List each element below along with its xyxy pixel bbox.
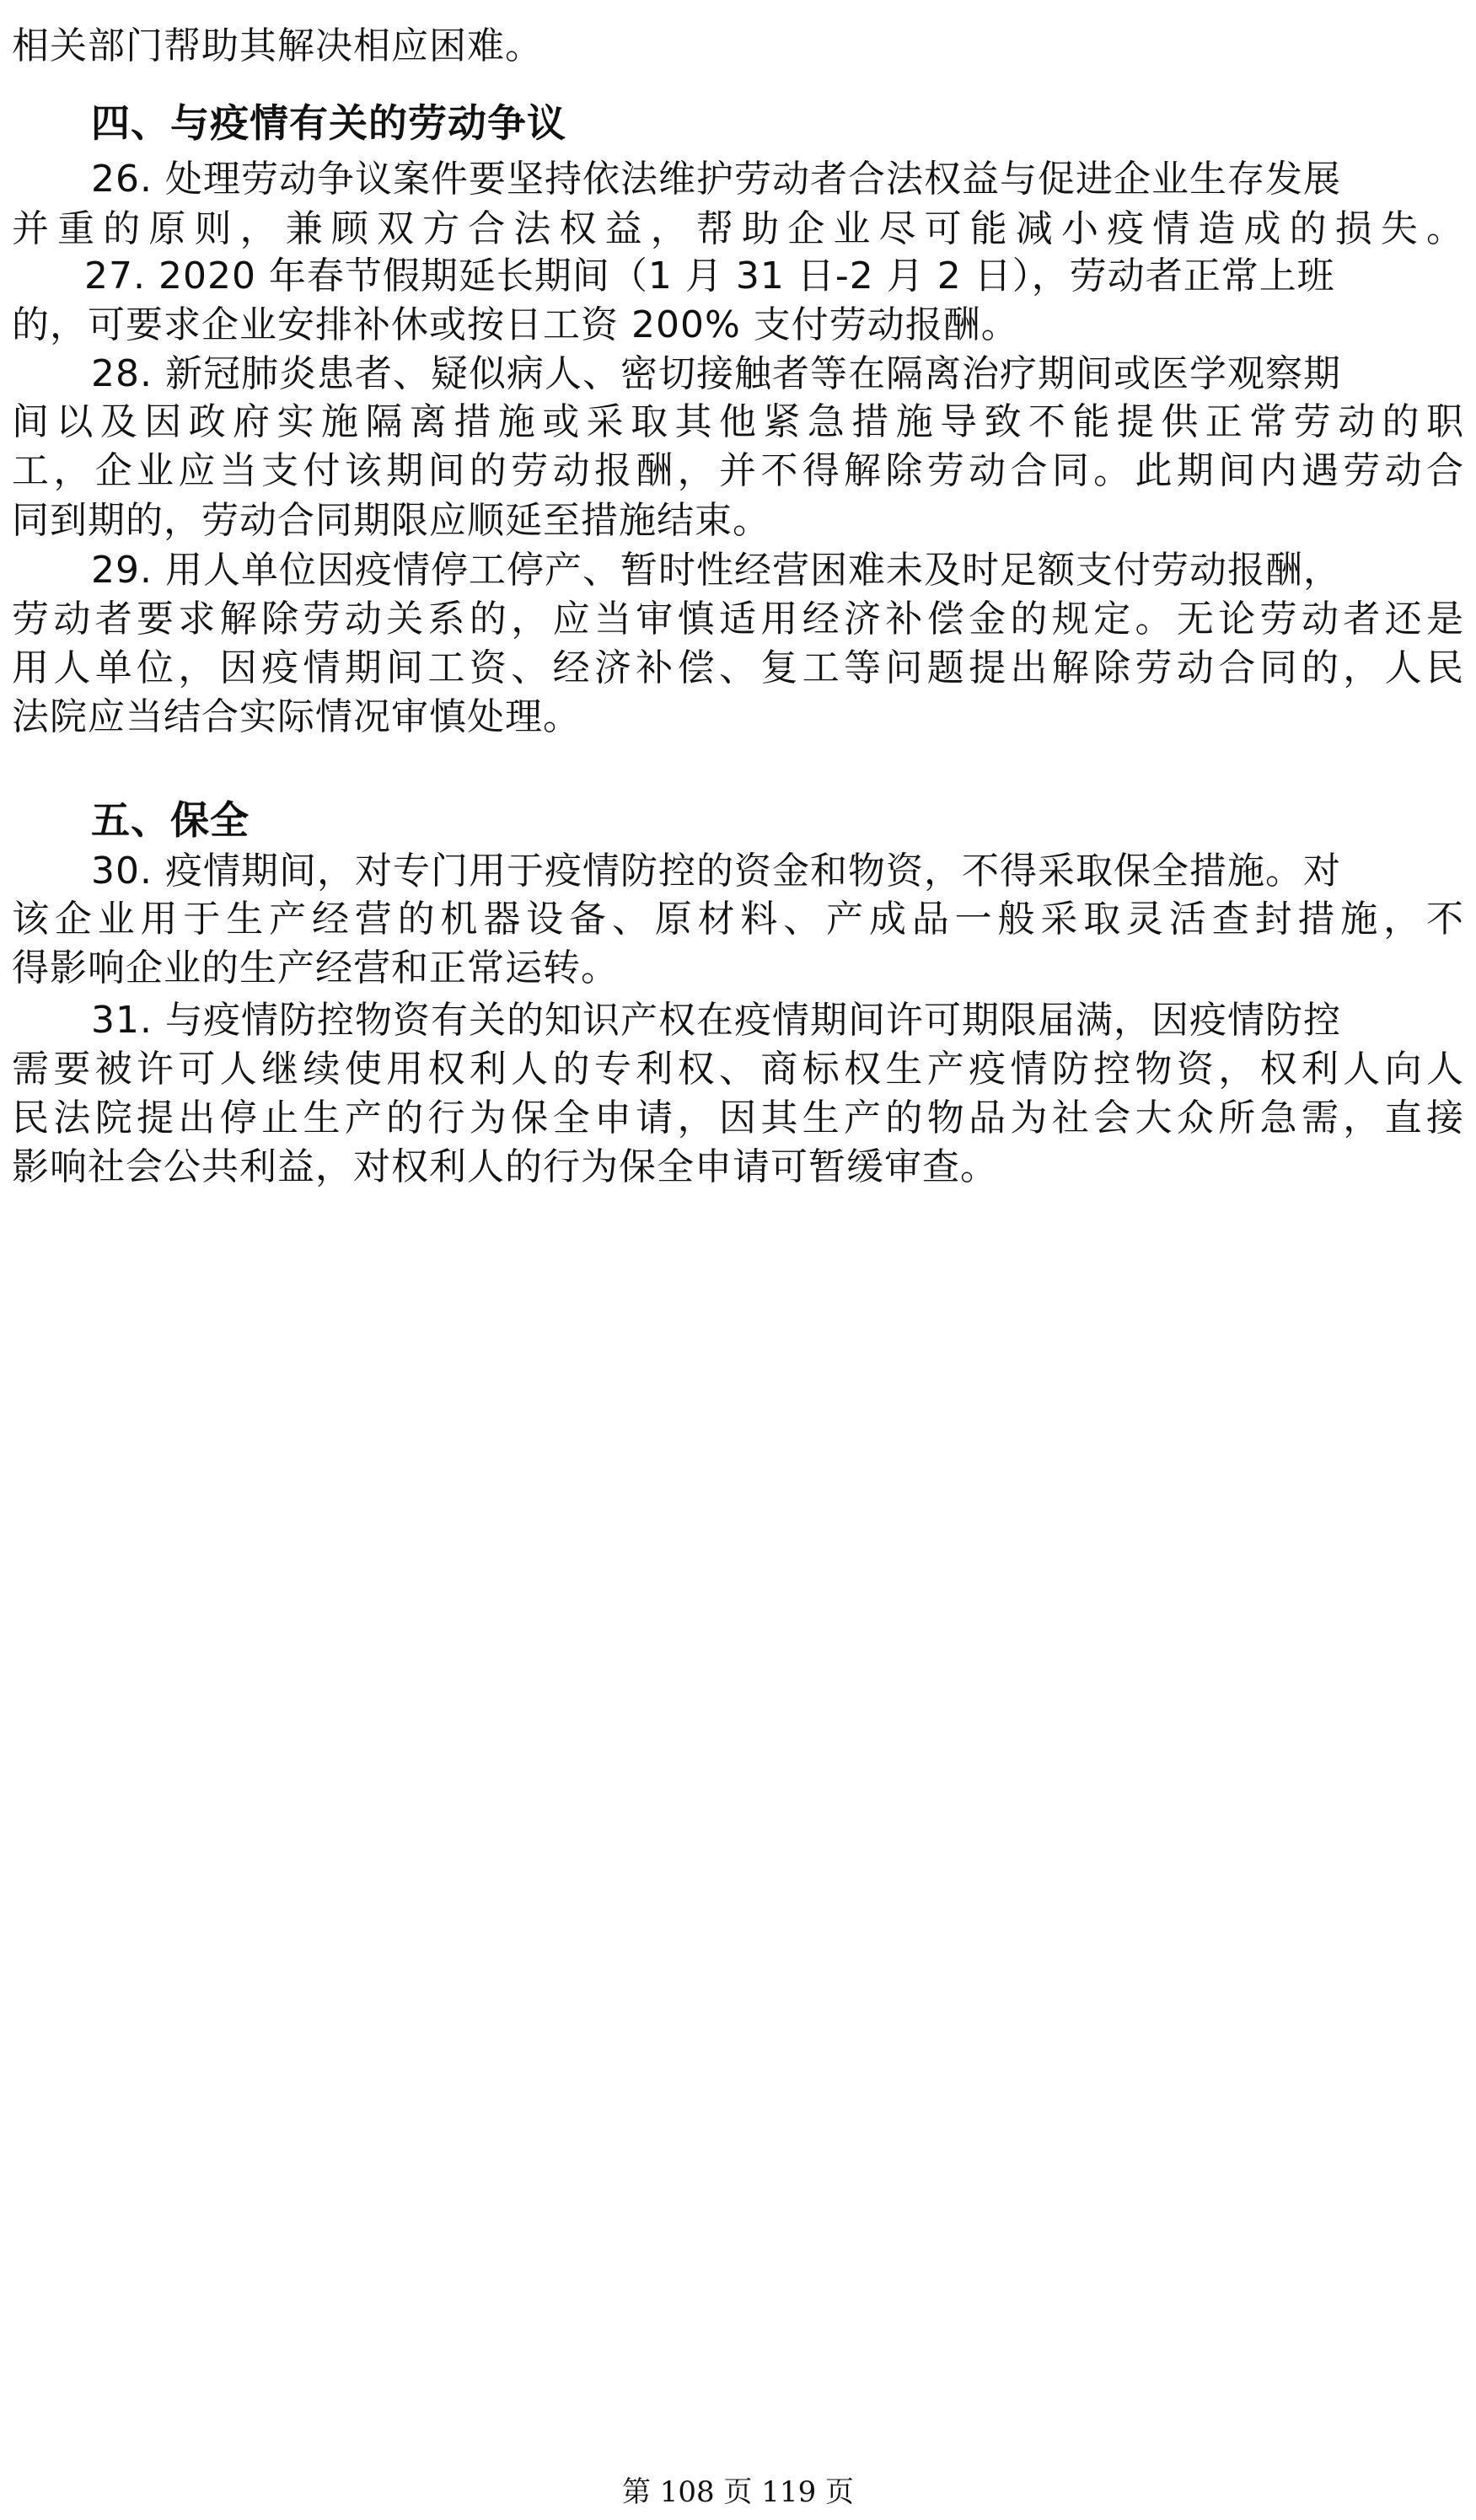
- paragraph-31-line-1: 31. 与疫情防控物资有关的知识产权在疫情期间许可期限届满，因疫情防控: [91, 999, 1341, 1042]
- paragraph-28-line-4: 同到期的，劳动合同期限应顺延至措施结束。: [12, 499, 770, 542]
- paragraph-29-line-3: 用人单位，因疫情期间工资、经济补偿、复工等问题提出解除劳动合同的，人民: [12, 646, 1464, 689]
- paragraph-28-line-2: 间以及因政府实施隔离措施或采取其他紧急措施导致不能提供正常劳动的职: [12, 400, 1464, 443]
- paragraph-27-line-1: 27. 2020 年春节假期延长期间（1 月 31 日-2 月 2 日），劳动者正常上班: [84, 255, 1335, 298]
- paragraph-continuation: 相关部门帮助其解决相应困难。: [12, 24, 543, 67]
- page-number-footer: 第 108 页 119 页: [621, 2475, 855, 2509]
- paragraph-29-line-2: 劳动者要求解除劳动关系的，应当审慎适用经济补偿金的规定。无论劳动者还是: [12, 598, 1464, 641]
- section-heading-labor-disputes: 四、与疫情有关的劳动争议: [91, 100, 566, 146]
- paragraph-28-line-1: 28. 新冠肺炎患者、疑似病人、密切接触者等在隔离治疗期间或医学观察期: [91, 352, 1341, 395]
- paragraph-26-line-2: 并重的原则，兼顾双方合法权益，帮助企业尽可能减小疫情造成的损失。: [12, 207, 1464, 250]
- paragraph-30-line-3: 得影响企业的生产经营和正常运转。: [12, 946, 619, 989]
- paragraph-30-line-2: 该企业用于生产经营的机器设备、原材料、产成品一般采取灵活查封措施，不: [12, 898, 1464, 941]
- paragraph-29-line-1: 29. 用人单位因疫情停工停产、暂时性经营困难未及时足额支付劳动报酬，: [91, 549, 1341, 592]
- paragraph-31-line-4: 影响社会公共利益，对权利人的行为保全申请可暂缓审查。: [12, 1145, 998, 1188]
- paragraph-29-line-4: 法院应当结合实际情况审慎处理。: [12, 695, 581, 738]
- paragraph-28-line-3: 工，企业应当支付该期间的劳动报酬，并不得解除劳动合同。此期间内遇劳动合: [12, 449, 1464, 492]
- section-heading-preservation: 五、保全: [91, 797, 250, 843]
- paragraph-26-line-1: 26. 处理劳动争议案件要坚持依法维护劳动者合法权益与促进企业生存发展: [91, 158, 1341, 201]
- paragraph-31-line-2: 需要被许可人继续使用权利人的专利权、商标权生产疫情防控物资，权利人向人: [12, 1048, 1464, 1091]
- paragraph-30-line-1: 30. 疫情期间，对专门用于疫情防控的资金和物资，不得采取保全措施。对: [91, 850, 1341, 893]
- paragraph-31-line-3: 民法院提出停止生产的行为保全申请，因其生产的物品为社会大众所急需，直接: [12, 1096, 1464, 1139]
- paragraph-27-line-2: 的，可要求企业安排补休或按日工资 200% 支付劳动报酬。: [12, 303, 1019, 346]
